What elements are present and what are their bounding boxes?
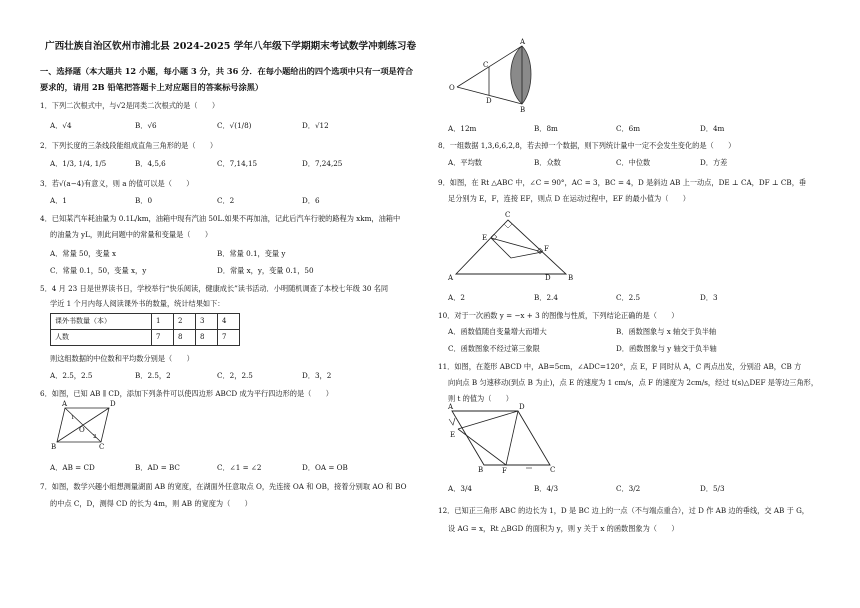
- q10-stem: 10．对于一次函数 y = −x + 3 的图像与性质，下列结论正确的是（ ）: [438, 311, 679, 320]
- q7-label-d: D: [486, 97, 492, 105]
- table-cell: 4: [218, 314, 240, 330]
- q2-option-a: A．1/3, 1/4, 1/5: [50, 159, 107, 168]
- table-cell: 人数: [51, 330, 152, 346]
- q1-option-b: B．√6: [135, 121, 157, 130]
- q11-line2: 向向点 B 匀速移动(到点 B 为止)，点 E 的速度为 1 cm/s，点 F 的速度为 2cm/s，经过 t(s)△DEF 是等边三角形，: [448, 378, 819, 387]
- q7-line1: 7．如图，数学兴趣小组想测量湖面 AB 的宽度，在湖面外任意取点 O，先连接 OA 和 OB，接着分别取 AO 和 BO: [40, 482, 407, 491]
- q5-line2: 学近 1 个月内每人阅读课外书的数量，统计结果如下：: [50, 299, 225, 308]
- q6-label-1: 1: [71, 415, 75, 421]
- q11-label-f: F: [502, 467, 507, 475]
- q10-option-c: C．函数图象不经过第三象限: [448, 344, 540, 353]
- q3-option-d: D．6: [302, 196, 320, 205]
- q9-triangle-figure: [448, 208, 578, 284]
- q6-label-b: B: [51, 443, 57, 451]
- q5-line3: 则这组数据的中位数和平均数分别是（ ）: [50, 354, 194, 363]
- q11-line3: 则 t 的值为（ ）: [448, 394, 513, 403]
- q5-option-b: B．2.5，2: [135, 371, 171, 380]
- q7-option-a: A．12m: [448, 124, 477, 133]
- q8-option-d: D．方差: [700, 158, 728, 167]
- q9-label-e: E: [482, 234, 488, 242]
- q3-stem: 3．若√(a−4)有意义，则 a 的值可以是（ ）: [40, 179, 194, 188]
- q6-label-o: O: [79, 426, 85, 434]
- q4-option-b: B．常量 0.1，变量 y: [217, 249, 286, 258]
- q11-rhombus-figure: [446, 405, 558, 473]
- q11-line1: 11．如图，在菱形 ABCD 中，AB=5cm，∠ADC=120°，点 E，F 同时从 A，C 两点出发，分别沿 AB，CB 方: [438, 362, 802, 371]
- q10-option-d: D．函数图象与 y 轴交于负半轴: [616, 344, 717, 353]
- q11-label-e: E: [450, 431, 456, 439]
- q11-label-a: A: [448, 403, 454, 411]
- q12-line1: 12．已知正三角形 ABC 的边长为 1，D 是 BC 边上的一点（不与端点重合），过 D 作 AB 边的垂线，交 AB 于 G，: [438, 506, 809, 515]
- q1-option-c: C．√(1/8): [217, 121, 252, 130]
- table-cell: 3: [196, 314, 218, 330]
- q9-label-a: A: [448, 274, 454, 282]
- q3-option-a: A．1: [50, 196, 67, 205]
- table-cell: 8: [174, 330, 196, 346]
- q3-option-c: C．2: [217, 196, 235, 205]
- q7-line2: 的中点 C，D，测得 CD 的长为 4m，则 AB 的宽度为（ ）: [50, 499, 252, 508]
- q1-option-a: A．√4: [50, 121, 72, 130]
- q4-line1: 4．已知某汽车耗油量为 0.1L/km，油箱中现有汽油 50L.如果不再加油，记此后汽车行驶的路程为 xkm，油箱中: [40, 214, 401, 223]
- q4-option-d: D．常量 x，y，变量 0.1，50: [217, 266, 314, 275]
- q11-option-b: B．4/3: [534, 484, 559, 493]
- q9-label-c: C: [505, 211, 511, 219]
- q4-line2: 的油量为 yL，则此问题中的常量和变量是（ ）: [50, 230, 213, 239]
- q8-stem: 8．一组数据 1,3,6,6,2,8，若去掉一个数据，则下列统计量中一定不会发生变化的是（ ）: [438, 141, 736, 150]
- q6-option-c: C．∠1 = ∠2: [217, 463, 262, 472]
- q9-option-c: C．2.5: [616, 293, 641, 302]
- q6-parallelogram-figure: [51, 400, 116, 451]
- page-title: 广西壮族自治区钦州市浦北县 2024-2025 学年八年级下学期期末考试数学冲刺练习卷: [45, 41, 417, 52]
- q1-stem: 1．下列二次根式中，与√2是同类二次根式的是（ ）: [40, 101, 220, 110]
- q11-label-c: C: [550, 466, 556, 474]
- q5-option-a: A．2.5，2.5: [50, 371, 93, 380]
- q5-option-d: D．3，2: [302, 371, 332, 380]
- table-cell: 2: [174, 314, 196, 330]
- q7-label-a: A: [520, 38, 526, 46]
- q7-label-o: O: [449, 84, 455, 92]
- q10-option-b: B．函数图象与 x 轴交于负半轴: [616, 327, 717, 336]
- q7-label-b: B: [520, 106, 526, 114]
- section-header-line2: 要求的，请用 2B 铅笔把答题卡上对应题目的答案标号涂黑）: [40, 82, 264, 92]
- q9-label-d: D: [545, 274, 551, 282]
- q7-option-b: B．8m: [534, 124, 558, 133]
- q6-label-d: D: [110, 400, 116, 408]
- q2-option-d: D．7,24,25: [302, 159, 343, 168]
- q9-option-b: B．2.4: [534, 293, 558, 302]
- q7-label-c: C: [483, 61, 489, 69]
- q4-option-a: A．常量 50，变量 x: [50, 249, 117, 258]
- q3-option-b: B．0: [135, 196, 153, 205]
- q8-option-b: B．众数: [534, 158, 561, 167]
- q9-line1: 9．如图，在 Rt △ABC 中，∠C = 90°，AC = 3，BC = 4，D 是斜边 AB 上一动点，DE ⊥ CA，DF ⊥ CB，垂: [438, 178, 807, 187]
- q9-line2: 足分别为 E，F，连接 EF，则点 D 在运动过程中，EF 的最小值为（ ）: [448, 194, 690, 203]
- q11-option-a: A．3/4: [448, 484, 472, 493]
- q2-option-c: C．7,14,15: [217, 159, 258, 168]
- q6-option-a: A．AB = CD: [50, 463, 95, 472]
- q4-option-c: C．常量 0.1，50，变量 x，y: [50, 266, 147, 275]
- table-cell: 课外书数量（本）: [51, 314, 152, 330]
- table-cell: 7: [218, 330, 240, 346]
- q7-option-c: C．6m: [616, 124, 641, 133]
- section-header-line1: 一、选择题（本大题共 12 小题，每小题 3 分，共 36 分．在每小题给出的四个选项中只有一项是符合: [40, 66, 414, 76]
- q5-frequency-table: [50, 313, 240, 346]
- q10-option-a: A．函数值随自变量增大而增大: [448, 327, 547, 336]
- q2-stem: 2．下列长度的三条线段能组成直角三角形的是（ ）: [40, 141, 218, 150]
- q11-label-d: D: [519, 403, 525, 411]
- q6-option-d: D．OA = OB: [302, 463, 348, 472]
- table-row: [51, 330, 240, 346]
- q7-option-d: D．4m: [700, 124, 725, 133]
- q6-option-b: B．AD = BC: [135, 463, 180, 472]
- q1-option-d: D．√12: [302, 121, 329, 130]
- q8-option-c: C．中位数: [616, 158, 651, 167]
- q5-option-c: C．2，2.5: [217, 371, 253, 380]
- q6-stem: 6．如图，已知 AB ∥ CD，添加下列条件可以使四边形 ABCD 成为平行四边形的是（ ）: [40, 389, 333, 398]
- q8-option-a: A．平均数: [448, 158, 482, 167]
- q2-option-b: B．4,5,6: [135, 159, 166, 168]
- q7-lake-figure: [449, 38, 542, 114]
- q9-label-b: B: [568, 274, 574, 282]
- q11-option-c: C．3/2: [616, 484, 641, 493]
- q6-label-c: C: [99, 443, 105, 451]
- q11-option-d: D．5/3: [700, 484, 725, 493]
- table-cell: 7: [152, 330, 174, 346]
- q9-label-f: F: [544, 245, 549, 253]
- q12-line2: 设 AG = x，Rt △BGD 的面积为 y，则 y 关于 x 的函数图象为（ ）: [448, 524, 679, 533]
- q6-label-2: 2: [93, 434, 97, 440]
- table-cell: 1: [152, 314, 174, 330]
- q6-label-a: A: [62, 400, 68, 408]
- q11-label-b: B: [478, 466, 484, 474]
- table-cell: 8: [196, 330, 218, 346]
- q9-option-a: A．2: [448, 293, 465, 302]
- q5-line1: 5．4 月 23 日是世界读书日，学校举行“快乐阅读，健康成长”读书活动．小明随机调查了本校七年级 30 名同: [40, 284, 389, 293]
- q9-option-d: D．3: [700, 293, 718, 302]
- table-row: [51, 314, 240, 330]
